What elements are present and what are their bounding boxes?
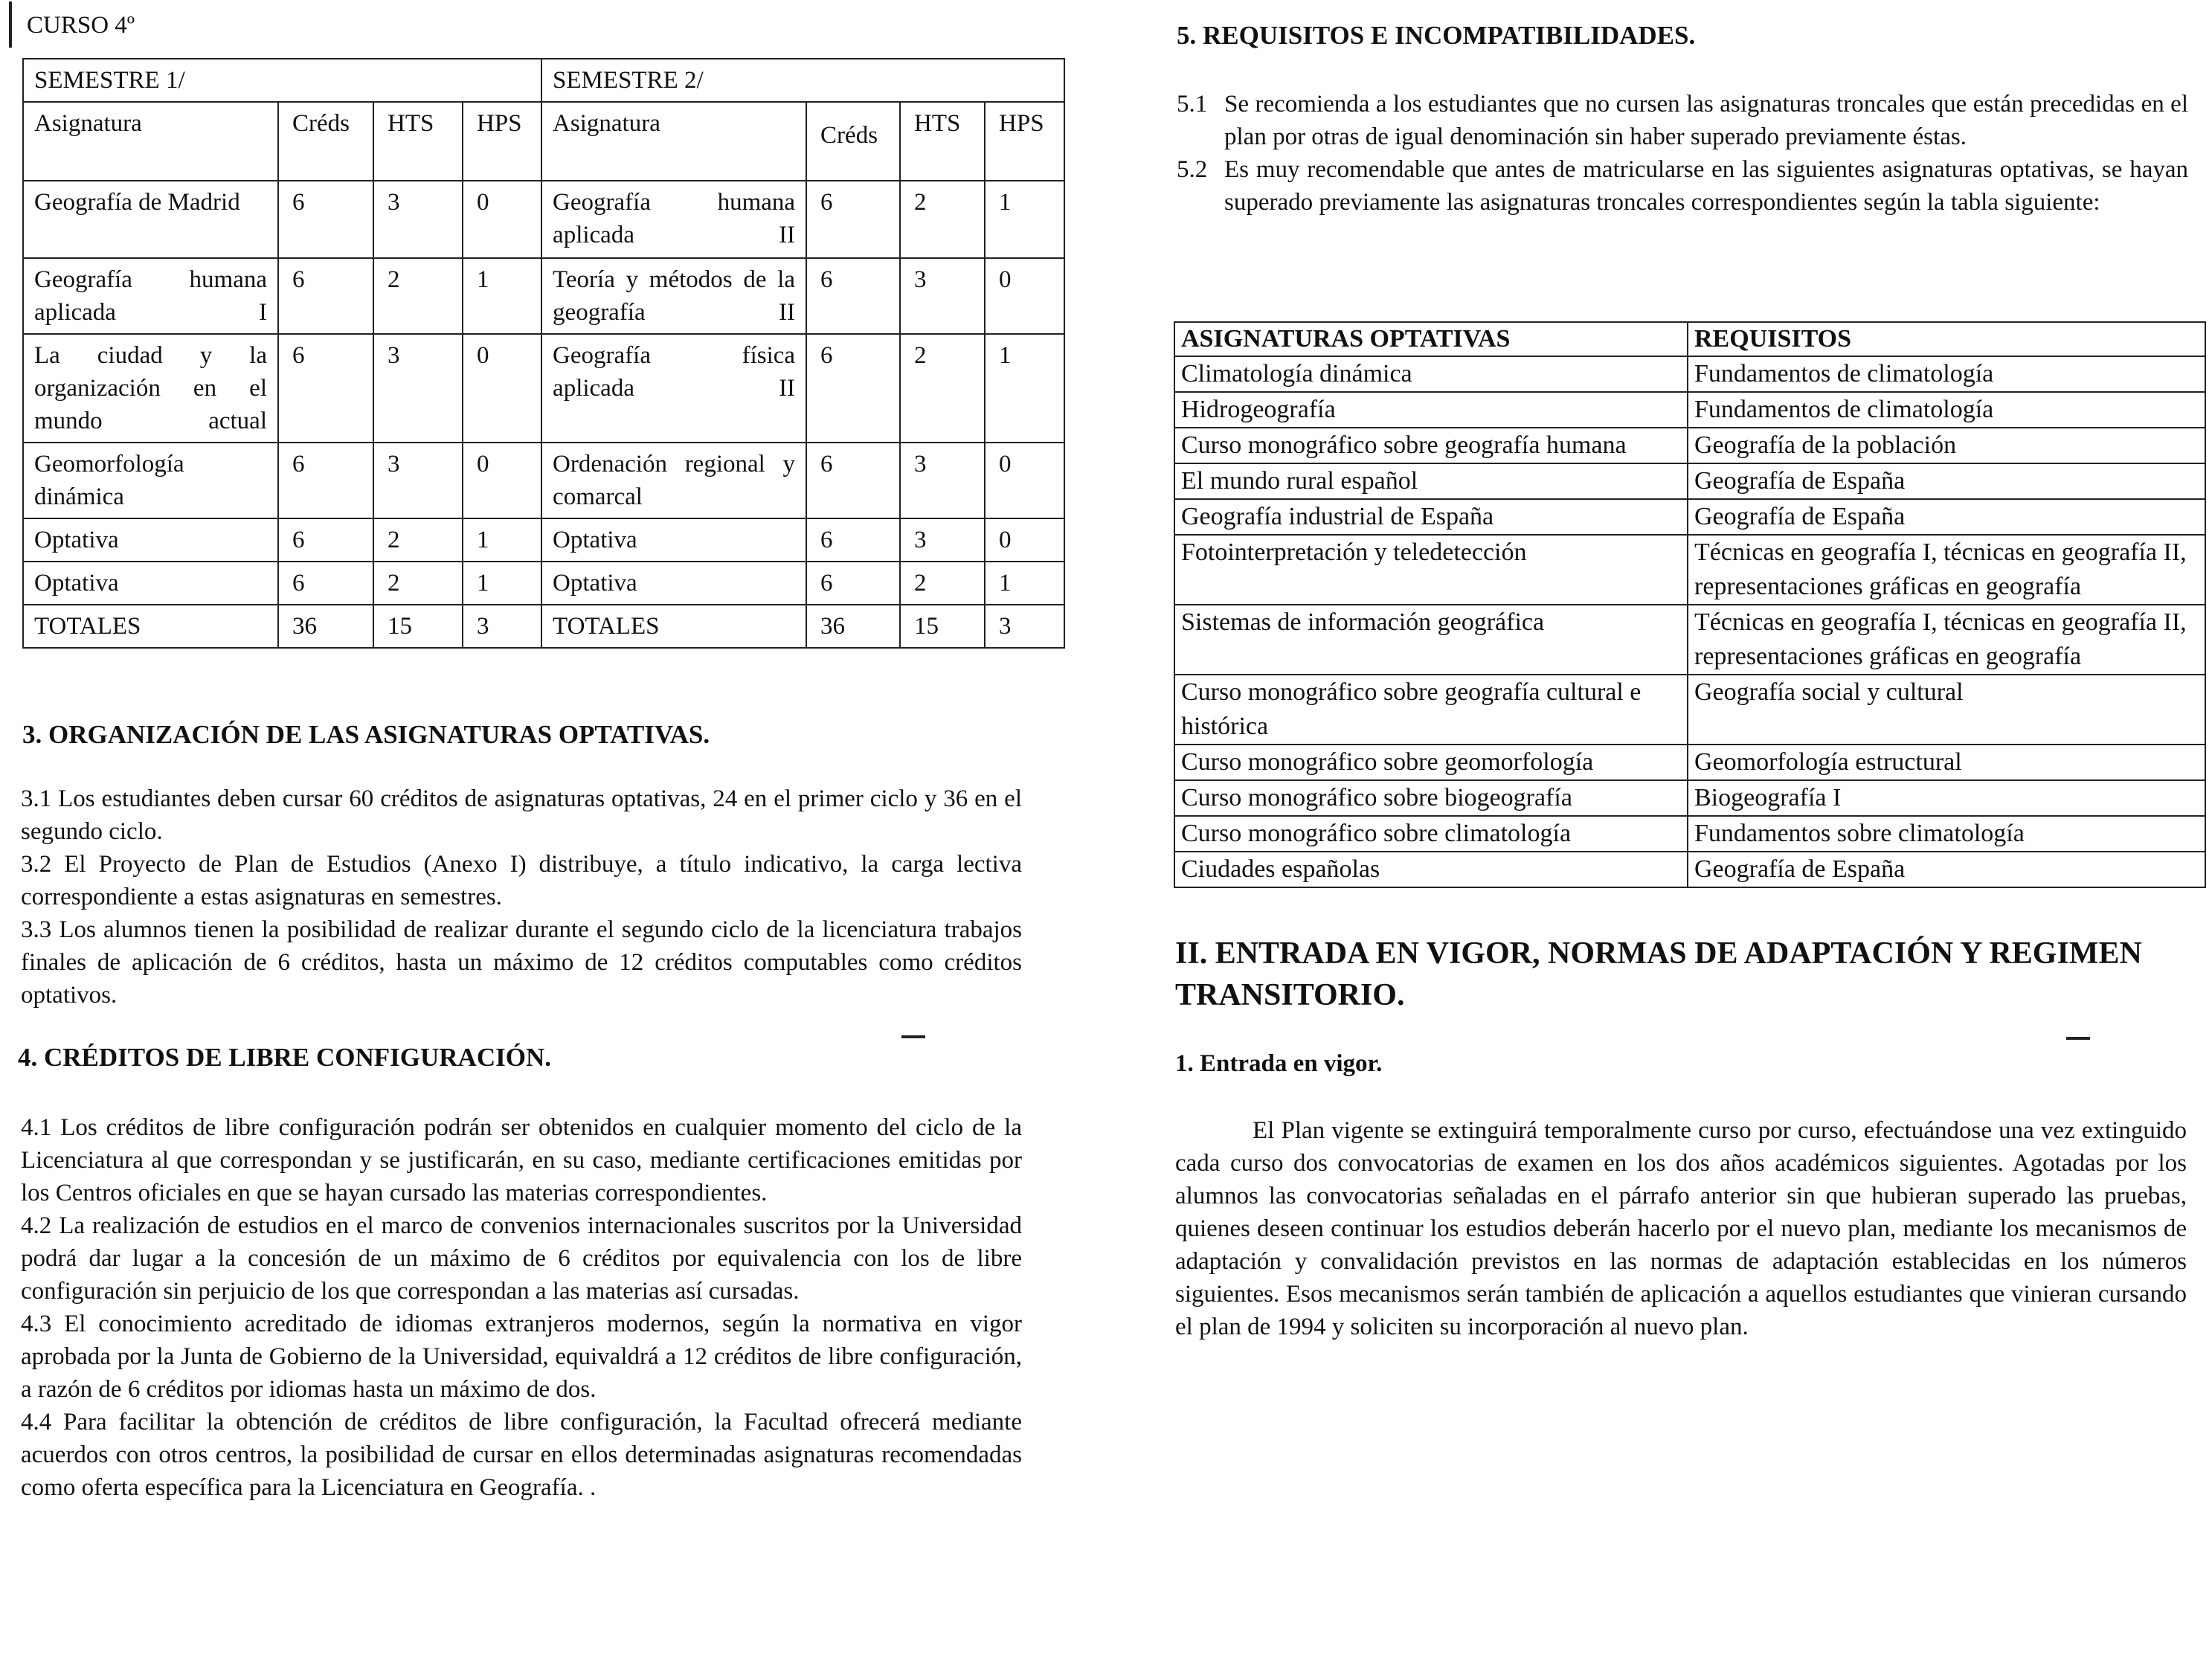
table-row [1174, 463, 2205, 499]
subject-cell: Geografía física aplicada II [541, 334, 806, 443]
table-row [23, 258, 1064, 334]
col-header: REQUISITOS [1688, 322, 2205, 356]
subject-cell: Geografía humana aplicada II [541, 181, 806, 258]
col-header: HTS [373, 102, 463, 181]
hps-cell: 1 [985, 562, 1064, 605]
hps-cell: 0 [985, 518, 1064, 562]
hps-cell: 0 [463, 443, 541, 518]
hts-total: 15 [373, 605, 463, 648]
subject-cell: Geografía humana aplicada I [23, 258, 278, 334]
curso-label: CURSO 4º [27, 12, 135, 39]
requirement: Geografía de España [1688, 852, 2205, 887]
requirement: Fundamentos de climatología [1688, 356, 2205, 392]
subject-cell: La ciudad y la organización en el mundo actual [23, 334, 278, 443]
paragraph-5-1 [1177, 88, 2188, 153]
semester-1-header: SEMESTRE 1/ [23, 59, 541, 102]
optional-subject: El mundo rural español [1174, 463, 1688, 499]
hps-total: 3 [985, 605, 1064, 648]
paragraph-4-1: 4.1 Los créditos de libre configuración podrán ser obtenidos en cualquier momento del ciclo de la Licenciatura al que correspondan y se justificarán, en su caso, mediante certificaciones emitidas por los Centros oficiales en que se hayan cursado las materias correspondientes. [21, 1114, 1022, 1206]
subject-cell: Geografía de Madrid [23, 181, 278, 258]
totals-row [23, 605, 1064, 648]
paragraph-3-2: 3.2 El Proyecto de Plan de Estudios (Anexo I) distribuye, a título indicativo, la carga lectiva correspondiente a estas asignaturas en semestres. [21, 851, 1022, 910]
col-header: Créds [278, 102, 373, 181]
section-4-body [21, 1111, 1022, 1504]
requirement: Biogeografía I [1688, 780, 2205, 816]
paragraph-5-2 [1177, 153, 2188, 219]
col-header: Créds [806, 102, 900, 181]
credits-cell: 6 [806, 258, 900, 334]
paragraph-4-4: 4.4 Para facilitar la obtención de créditos de libre configuración, la Facultad ofrecerá mediante acuerdos con otros centros, la posibilidad de cursar en ellos determinadas asignaturas recomendadas como oferta específica para la Licenciatura en Geografía. . [21, 1409, 1022, 1501]
subsection-1-title: 1. Entrada en vigor. [1175, 1050, 1383, 1077]
table-row [1174, 816, 2205, 852]
dash-mark [901, 1035, 925, 1038]
hts-cell: 2 [373, 562, 463, 605]
col-header: Asignatura [23, 102, 278, 181]
credits-total: 36 [806, 605, 900, 648]
credits-cell: 6 [806, 562, 900, 605]
course-table [22, 58, 1065, 649]
paragraph-3-1: 3.1 Los estudiantes deben cursar 60 créditos de asignaturas optativas, 24 en el primer ciclo y 36 en el segundo ciclo. [21, 785, 1022, 845]
table-row [1174, 780, 2205, 816]
credits-cell: 6 [806, 518, 900, 562]
hts-cell: 3 [373, 443, 463, 518]
table-row [1174, 428, 2205, 463]
optional-subject: Curso monográfico sobre geomorfología [1174, 745, 1688, 780]
requirement: Técnicas en geografía I, técnicas en geografía II, representaciones gráficas en geografía [1688, 535, 2205, 605]
credits-cell: 6 [806, 181, 900, 258]
paragraph-4-2: 4.2 La realización de estudios en el marco de convenios internacionales suscritos por la Universidad podrá dar lugar a la concesión de un máximo de 6 créditos por equivalencia con los de libre configuración sin perjuicio de los que correspondan a las materias así cursadas. [21, 1212, 1022, 1305]
hps-cell: 0 [985, 258, 1064, 334]
section-5-body [1177, 88, 2188, 219]
subject-cell: Optativa [541, 562, 806, 605]
table-row [1174, 356, 2205, 392]
table-row [1174, 852, 2205, 887]
table-row [1174, 535, 2205, 605]
paragraph-number: 5.2 [1177, 156, 1208, 183]
hps-cell: 1 [985, 334, 1064, 443]
hts-cell: 2 [373, 518, 463, 562]
hts-cell: 3 [373, 334, 463, 443]
section-3-title: 3. ORGANIZACIÓN DE LAS ASIGNATURAS OPTATIVAS. [22, 720, 710, 749]
totals-label: TOTALES [23, 605, 278, 648]
table-row [1174, 675, 2205, 745]
requirement: Geomorfología estructural [1688, 745, 2205, 780]
optional-subject: Hidrogeografía [1174, 392, 1688, 428]
requirement: Fundamentos sobre climatología [1688, 816, 2205, 852]
entrada-en-vigor-paragraph: El Plan vigente se extinguirá temporalmente curso por curso, efectuándose una vez extinguido cada curso dos convocatorias de examen en los dos años académicos siguientes. Agotadas por los alumnos las convocatorias señaladas en el párrafo anterior sin que hubieran superado las pruebas, quienes deseen continuar los estudios deberán hacerlo por el nuevo plan, mediante los mecanismos de adaptación y convalidación previstos en las normas de adaptación establecidas en los números siguientes. Esos mecanismos serán también de aplicación a aquellos estudiantes que vinieran cursando el plan de 1994 y soliciten su incorporación al nuevo plan. [1175, 1117, 2187, 1340]
hts-cell: 2 [900, 562, 985, 605]
subject-cell: Teoría y métodos de la geografía II [541, 258, 806, 334]
hts-cell: 2 [373, 258, 463, 334]
paragraph-4-3: 4.3 El conocimiento acreditado de idiomas extranjeros modernos, según la normativa en vigor aprobada por la Junta de Gobierno de la Universidad, equivaldrá a 12 créditos de libre configuración, a razón de 6 créditos por idiomas hasta un máximo de dos. [21, 1311, 1022, 1403]
optional-subject: Curso monográfico sobre geografía humana [1174, 428, 1688, 463]
hts-total: 15 [900, 605, 985, 648]
semester-header-row [23, 59, 1064, 102]
totals-label: TOTALES [541, 605, 806, 648]
table-row [1174, 499, 2205, 535]
col-header: HTS [900, 102, 985, 181]
table-row [1174, 392, 2205, 428]
section-5-title: 5. REQUISITOS E INCOMPATIBILIDADES. [1177, 21, 1696, 50]
section-II-title: II. ENTRADA EN VIGOR, NORMAS DE ADAPTACIÓN Y REGIMEN TRANSITORIO. [1175, 936, 2142, 1012]
optional-subject: Sistemas de información geográfica [1174, 605, 1688, 675]
optional-subject: Curso monográfico sobre climatología [1174, 816, 1688, 852]
hts-cell: 2 [900, 181, 985, 258]
credits-cell: 6 [278, 443, 373, 518]
table-row [23, 562, 1064, 605]
subject-cell: Ordenación regional y comarcal [541, 443, 806, 518]
requirements-table [1174, 321, 2206, 888]
col-header: ASIGNATURAS OPTATIVAS [1174, 322, 1688, 356]
hps-cell: 1 [463, 258, 541, 334]
hps-cell: 0 [463, 334, 541, 443]
optional-subject: Curso monográfico sobre geografía cultural e histórica [1174, 675, 1688, 745]
requirement: Fundamentos de climatología [1688, 392, 2205, 428]
credits-cell: 6 [278, 518, 373, 562]
requirement: Geografía de España [1688, 463, 2205, 499]
credits-cell: 6 [278, 181, 373, 258]
hps-cell: 1 [463, 562, 541, 605]
table-row [23, 181, 1064, 258]
table-row [23, 443, 1064, 518]
credits-cell: 6 [806, 334, 900, 443]
subject-cell: Optativa [23, 518, 278, 562]
credits-total: 36 [278, 605, 373, 648]
hps-cell: 1 [463, 518, 541, 562]
paragraph-text: Se recomienda a los estudiantes que no cursen las asignaturas troncales que están precedidas en el plan por otras de igual denominación sin haber superado previamente éstas. [1224, 91, 2188, 150]
col-header: HPS [985, 102, 1064, 181]
hps-cell: 1 [985, 181, 1064, 258]
requirement: Geografía de la población [1688, 428, 2205, 463]
subject-cell: Optativa [541, 518, 806, 562]
optional-subject: Fotointerpretación y teledetección [1174, 535, 1688, 605]
subject-cell: Optativa [23, 562, 278, 605]
hts-cell: 2 [900, 334, 985, 443]
optional-subject: Geografía industrial de España [1174, 499, 1688, 535]
requirement: Técnicas en geografía I, técnicas en geografía II, representaciones gráficas en geografía [1688, 605, 2205, 675]
hts-cell: 3 [900, 443, 985, 518]
paragraph-3-3: 3.3 Los alumnos tienen la posibilidad de realizar durante el segundo ciclo de la licenciatura trabajos finales de aplicación de 6 créditos, hasta un máximo de 12 créditos computables como créditos optativos. [21, 916, 1022, 1009]
hps-cell: 0 [985, 443, 1064, 518]
column-header-row [23, 102, 1064, 181]
requirements-header-row [1174, 322, 2205, 356]
subject-cell: Geomorfología dinámica [23, 443, 278, 518]
semester-2-header: SEMESTRE 2/ [541, 59, 1064, 102]
hts-cell: 3 [373, 181, 463, 258]
table-row [23, 334, 1064, 443]
dash-mark [2066, 1037, 2090, 1040]
margin-bar [9, 1, 12, 48]
requirement: Geografía de España [1688, 499, 2205, 535]
hps-total: 3 [463, 605, 541, 648]
col-header: Asignatura [541, 102, 806, 181]
credits-cell: 6 [278, 562, 373, 605]
table-row [1174, 745, 2205, 780]
hts-cell: 3 [900, 258, 985, 334]
paragraph-number: 5.1 [1177, 91, 1208, 118]
table-row [1174, 605, 2205, 675]
hts-cell: 3 [900, 518, 985, 562]
section-3-body [21, 782, 1022, 1012]
table-row [23, 518, 1064, 562]
optional-subject: Ciudades españolas [1174, 852, 1688, 887]
col-header: HPS [463, 102, 541, 181]
credits-cell: 6 [278, 258, 373, 334]
paragraph-text: Es muy recomendable que antes de matricularse en las siguientes asignaturas optativas, se hayan superado previamente las asignaturas troncales correspondientes según la tabla siguiente: [1224, 156, 2188, 216]
optional-subject: Curso monográfico sobre biogeografía [1174, 780, 1688, 816]
credits-cell: 6 [806, 443, 900, 518]
hps-cell: 0 [463, 181, 541, 258]
optional-subject: Climatología dinámica [1174, 356, 1688, 392]
credits-cell: 6 [278, 334, 373, 443]
requirement: Geografía social y cultural [1688, 675, 2205, 745]
section-4-title: 4. CRÉDITOS DE LIBRE CONFIGURACIÓN. [18, 1043, 551, 1072]
